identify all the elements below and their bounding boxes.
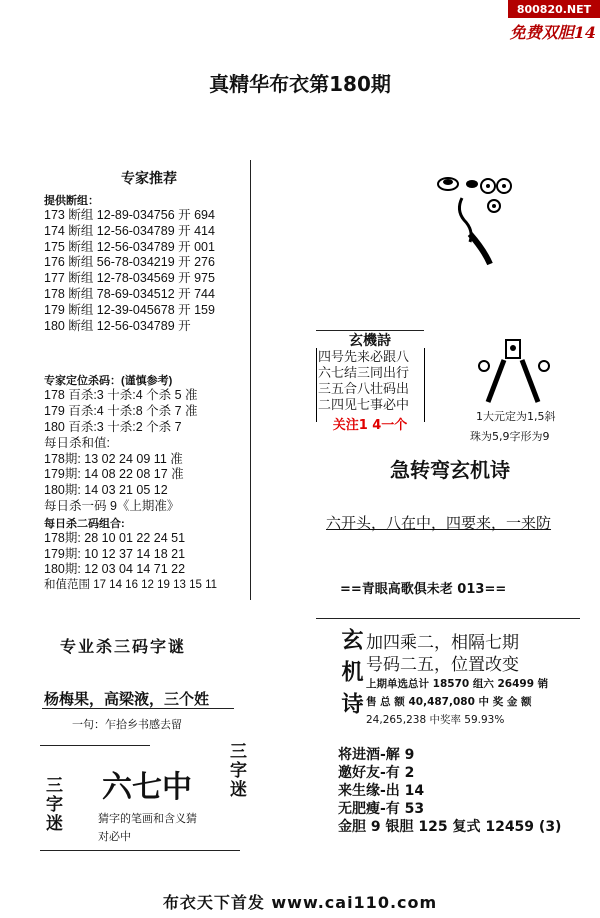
list-item: 来生缘-出 14	[338, 783, 425, 799]
xuanji-box-left	[316, 348, 317, 422]
riddle-one-line: 一句：乍拾乡书感去留	[72, 718, 182, 731]
kill-row: 179 百杀:4 十杀:8 个杀 7 准	[44, 404, 198, 419]
expert-row: 178 断组 78-69-034512 开 744	[44, 286, 215, 301]
two-row: 178期: 28 10 01 22 24 51	[44, 530, 186, 545]
riddle-side-left: 三字迷	[42, 776, 62, 833]
list-item: 将进酒-解 9	[338, 747, 415, 763]
expert-row: 174 断组 12-56-034789 开 414	[44, 223, 215, 238]
column-divider	[250, 160, 251, 600]
kill-heading: 专家定位杀码：(谨慎参考)	[44, 375, 173, 388]
expert-row: 175 断组 12-56-034789 开 001	[44, 239, 215, 254]
ornament-caption-2: 珠为5,9字形为9	[470, 430, 550, 443]
site-watermark: 800820.NET	[508, 0, 600, 18]
jizhuan-title: 急转弯玄机诗	[390, 458, 510, 482]
poem2-stats-2: 售 总 额 40,487,080 中 奖 金 额	[366, 696, 532, 708]
sum-row: 180期: 14 03 21 05 12	[44, 483, 168, 498]
two-heading: 每日杀二码组合:	[44, 517, 125, 530]
poem2-stats-3: 24,265,238 中奖率 59.93%	[366, 714, 505, 726]
riddle-underline	[42, 708, 234, 709]
footer: 布衣天下首发 www.cai110.com	[162, 893, 438, 912]
poem2-line1: 加四乘二，相隔七期	[366, 633, 519, 653]
poem2-side: 玄机诗	[338, 628, 364, 724]
xuanji-line: 四号先来必跟八	[318, 350, 410, 365]
qingyan-line: ==青眼高歌俱未老 013==	[340, 582, 507, 597]
riddle-box-bottom	[40, 850, 240, 851]
promo-text: 免费双胆14	[509, 23, 596, 42]
expert-rows	[44, 208, 254, 334]
daily-one: 每日杀一码 9《上期准》	[44, 498, 180, 513]
riddle-poem: 杨梅果，高梁液，三个姓	[44, 690, 210, 708]
kill-row: 178 百杀:3 十杀:4 个杀 5 准	[44, 388, 198, 403]
sum-row: 179期: 14 08 22 08 17 准	[44, 467, 184, 482]
sum-range: 和值范围 17 14 16 12 19 13 15 11	[44, 579, 218, 592]
sum-heading: 每日杀和值:	[44, 435, 110, 450]
page-title: 真精华布衣第180期	[209, 72, 391, 96]
riddle-note: 对必中	[98, 830, 131, 843]
kill-row: 180 百杀:3 十杀:2 个杀 7	[44, 419, 182, 434]
list-item: 邀好友-有 2	[338, 765, 415, 781]
expert-section	[44, 162, 254, 594]
two-row: 180期: 12 03 04 14 71 22	[44, 562, 186, 577]
riddle-heading: 专业杀三码字谜	[60, 637, 187, 656]
riddle-side-right: 三字迷	[226, 742, 246, 799]
expert-sub: 提供断组：	[44, 195, 99, 207]
expert-row: 176 断组 56-78-034219 开 276	[44, 255, 215, 270]
bottom-list	[338, 746, 561, 836]
poem2-top-rule	[316, 618, 580, 619]
list-item: 无肥瘦-有 53	[338, 801, 425, 817]
ornament-illustration	[476, 336, 552, 406]
abacus-beads-illustration	[434, 170, 526, 266]
xuanji-line: 二四见七事必中	[318, 398, 410, 413]
expert-heading: 专家推荐	[121, 170, 177, 186]
xuanji-heading: 玄機詩	[349, 333, 391, 349]
xuanji-line: 六七结三同出行	[318, 366, 410, 381]
two-row: 179期: 10 12 37 14 18 21	[44, 546, 186, 561]
riddle-hint: 猜字的笔画和含义猜	[98, 812, 197, 825]
xuanji-line: 三五合八壮码出	[318, 382, 410, 397]
riddle-box-top	[40, 745, 150, 746]
xuanji-follow: 关注1 4一个	[332, 418, 408, 433]
sum-row: 178期: 13 02 24 09 11 准	[44, 451, 183, 466]
ornament-caption-1: 1大元定为1,5斜	[476, 410, 556, 423]
jizhuan-line: 六开头，八在中，四要来，一来防	[326, 514, 552, 532]
poem2-line2: 号码二五，位置改变	[366, 655, 519, 675]
riddle-big: 六七中	[102, 770, 192, 805]
xuanji-box-right	[424, 348, 425, 422]
list-item: 金胆 9 银胆 125 复式 12459 (3)	[338, 819, 562, 835]
expert-row: 179 断组 12-39-045678 开 159	[44, 302, 215, 317]
expert-row: 177 断组 12-78-034569 开 975	[44, 271, 215, 286]
expert-row: 180 断组 12-56-034789 开	[44, 318, 191, 333]
expert-row: 173 断组 12-89-034756 开 694	[44, 208, 215, 222]
poem2-stats-1: 上期单选总计 18570 组六 26499 销	[366, 678, 549, 690]
xuanji-poem	[316, 330, 424, 433]
